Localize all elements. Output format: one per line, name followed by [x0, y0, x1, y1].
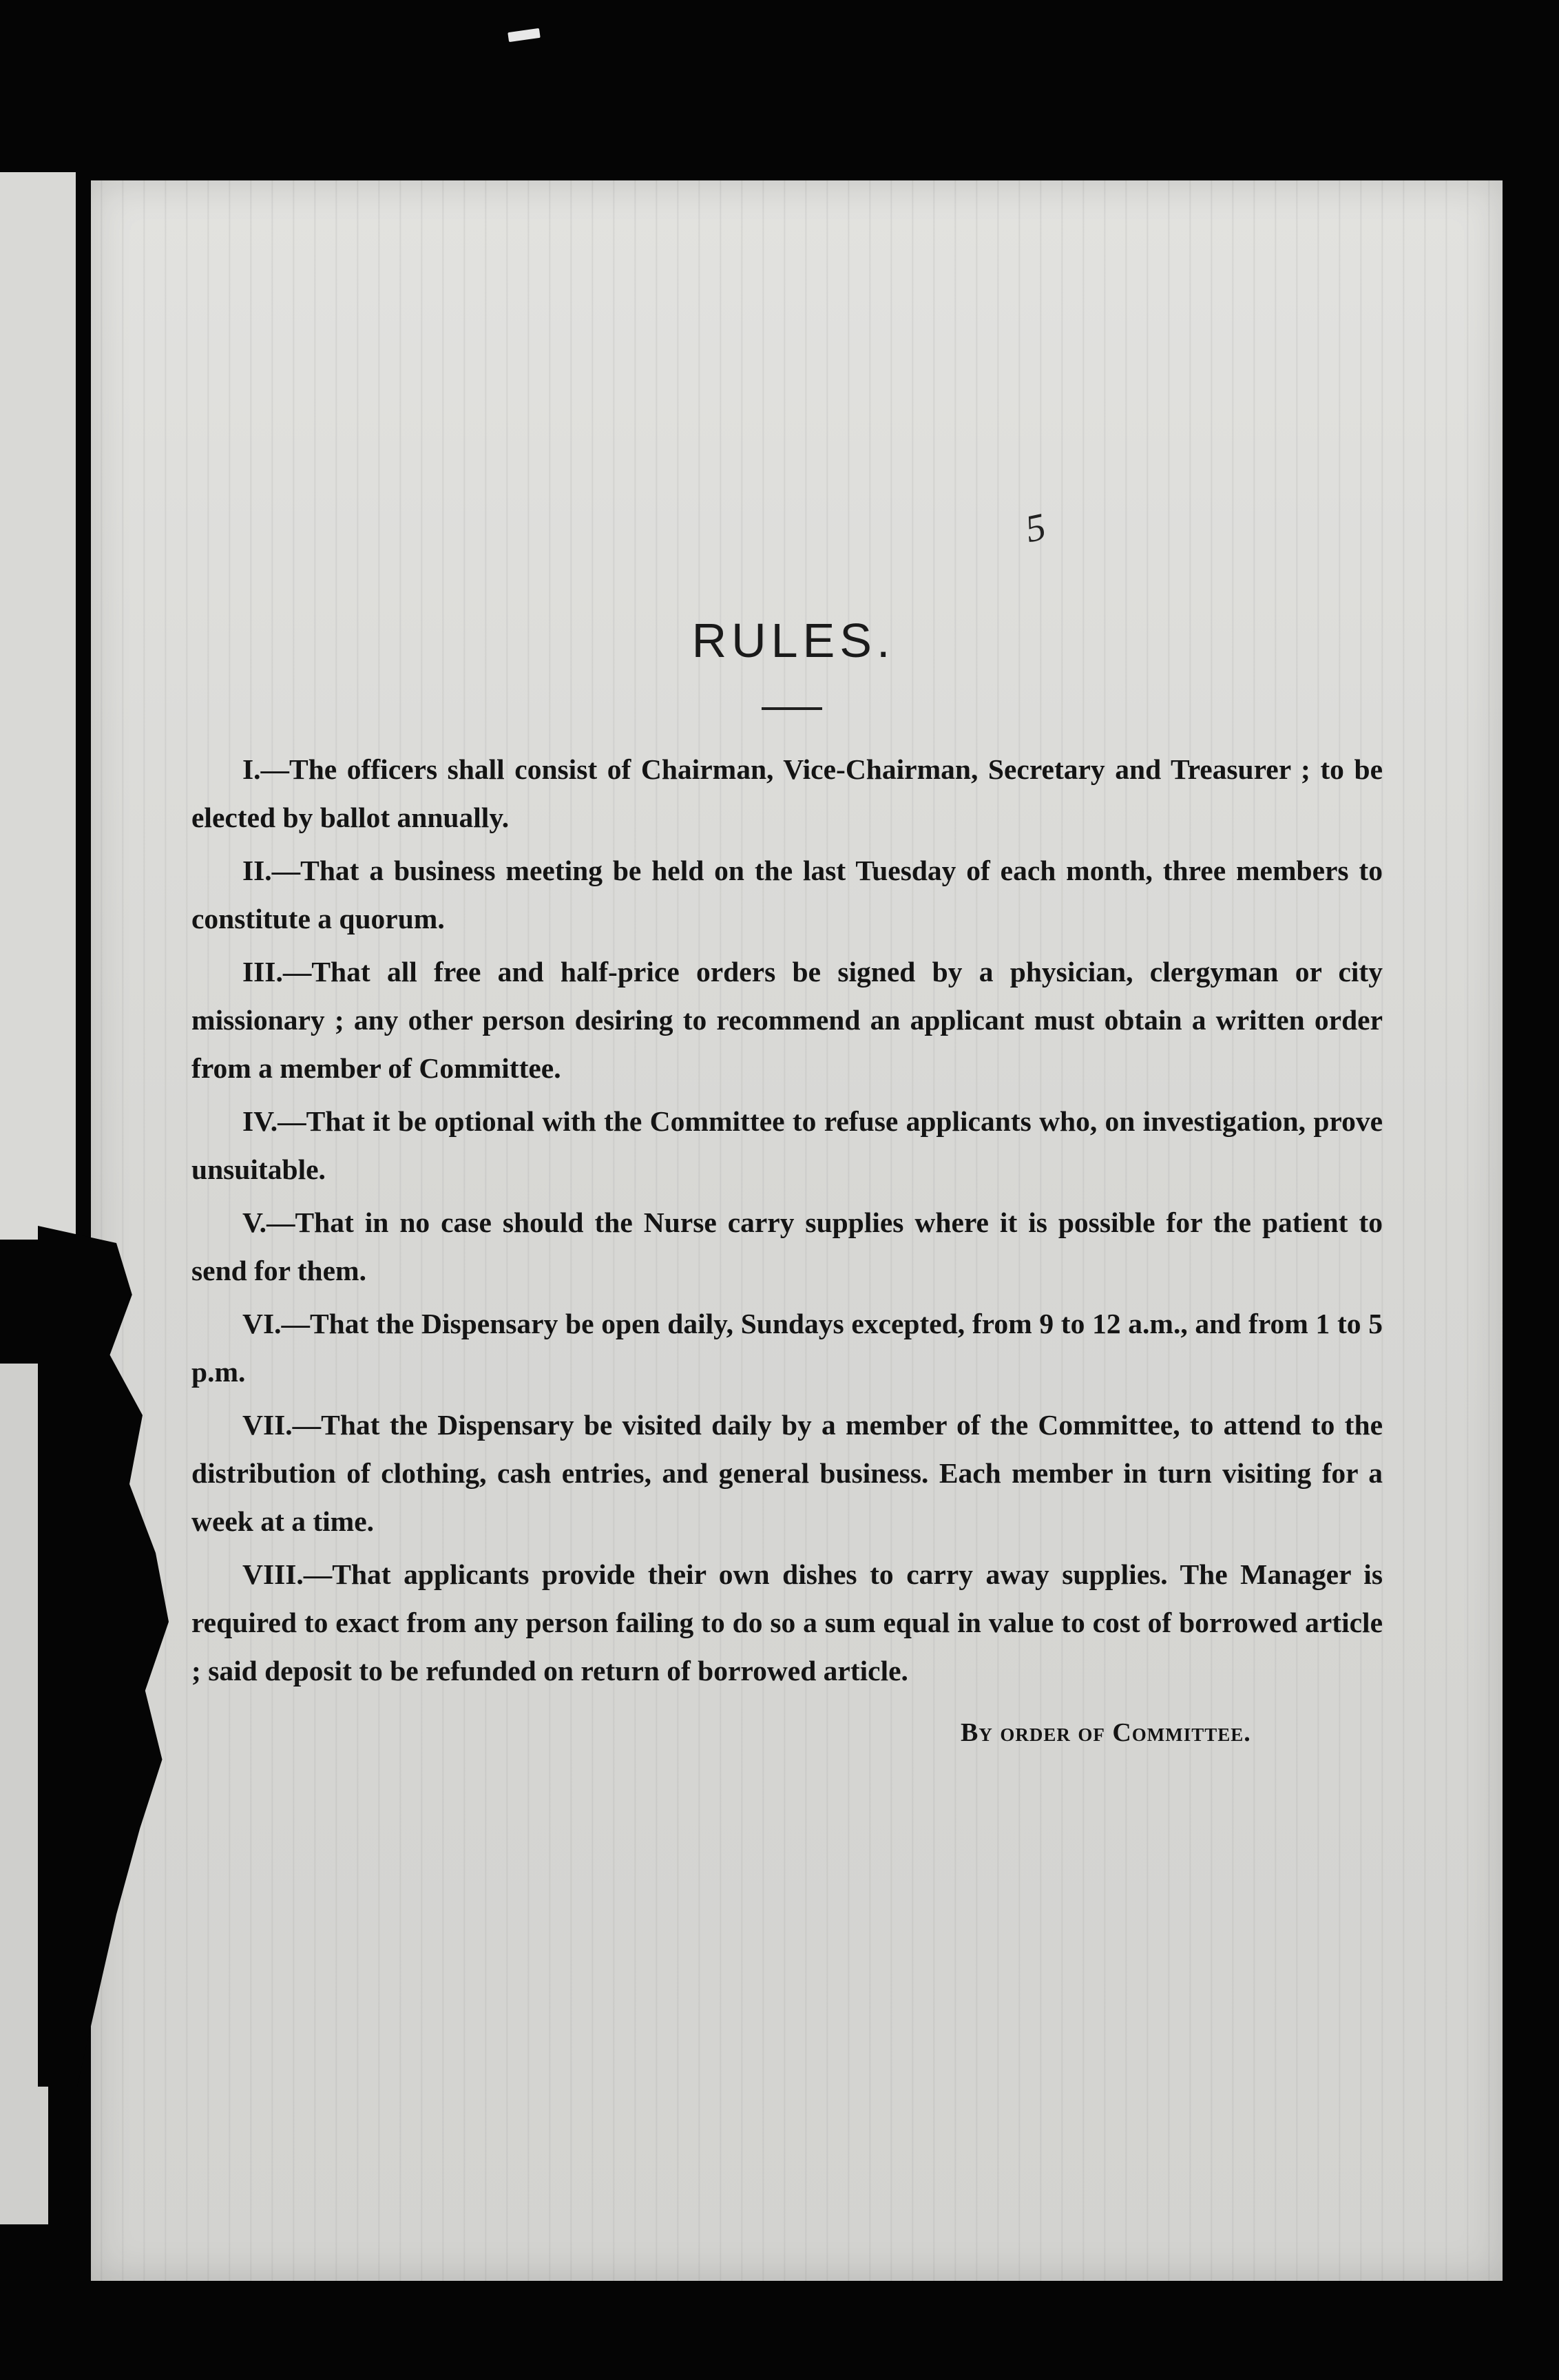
rule-7: VII.—That the Dispensary be visited daily by a member of the Committee, to attend to the distribution of clothing, cash entries, and general business. Each member in turn visiting for a week at a time.: [191, 1409, 1383, 1537]
page-number: 5: [1021, 505, 1050, 552]
rule-2: II.—That a business meeting be held on the last Tuesday of each month, three members to constitute a quorum.: [191, 855, 1383, 935]
adjacent-page-edge: [0, 172, 76, 1240]
signature-line: By order of Committee.: [961, 1718, 1251, 1747]
rules-list: [191, 745, 1383, 1700]
rule-8: VIII.—That applicants provide their own dishes to carry away supplies. The Manager is required to exact from any person failing to do so a sum equal in value to cost of borrowed article ; said deposit to be refunded on return of borrowed article.: [191, 1558, 1383, 1687]
rule-6: VI.—That the Dispensary be open daily, Sundays excepted, from 9 to 12 a.m., and from 1 to 5 p.m.: [191, 1308, 1383, 1388]
rule-1: I.—The officers shall consist of Chairman, Vice-Chairman, Secretary and Treasurer ; to be elected by ballot annually.: [191, 753, 1383, 833]
title-underline: [762, 707, 822, 710]
rule-3: III.—That all free and half-price orders be signed by a physician, clergyman or city missionary ; any other person desiring to recommend an applicant must obtain a written order from a member of Committee.: [191, 956, 1383, 1084]
page-title: RULES.: [691, 614, 895, 667]
rule-4: IV.—That it be optional with the Committee to refuse applicants who, on investigation, prove unsuitable.: [191, 1105, 1383, 1185]
rule-5: V.—That in no case should the Nurse carry supplies where it is possible for the patient to send for them.: [191, 1207, 1383, 1286]
